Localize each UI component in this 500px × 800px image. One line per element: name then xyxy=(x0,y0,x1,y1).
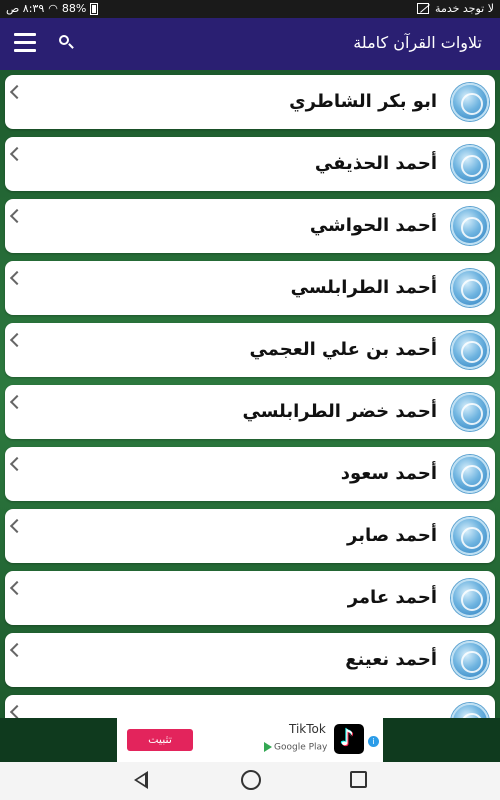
ad-banner[interactable] xyxy=(117,718,383,762)
page-title: تلاوات القرآن كاملة xyxy=(353,33,482,52)
chevron-left-icon xyxy=(10,147,24,161)
chevron-left-icon xyxy=(10,705,24,718)
chevron-left-icon xyxy=(10,643,24,657)
ad-store-name xyxy=(264,742,327,753)
status-left xyxy=(6,2,98,15)
chevron-left-icon xyxy=(10,395,24,409)
quran-icon xyxy=(451,641,489,679)
reciter-name: أحمد الحواشي xyxy=(309,215,437,236)
app-bar xyxy=(0,18,500,70)
chevron-left-icon xyxy=(10,271,24,285)
reciter-name: أحمد خضر الطرابلسي xyxy=(242,401,437,422)
quran-icon xyxy=(451,517,489,555)
quran-icon xyxy=(451,83,489,121)
list-item[interactable] xyxy=(5,137,495,191)
list-item[interactable] xyxy=(5,199,495,253)
list-item[interactable] xyxy=(5,75,495,129)
reciter-name: أحمد بن علي العجمي xyxy=(249,339,437,360)
reciter-name: ابو بكر الشاطري xyxy=(289,91,437,112)
chevron-left-icon xyxy=(10,209,24,223)
ad-area xyxy=(0,718,500,762)
reciter-name: أحمد الحذيفي xyxy=(314,153,437,174)
quran-icon xyxy=(451,145,489,183)
navigation-bar xyxy=(0,762,500,800)
hamburger-menu-icon[interactable] xyxy=(14,33,36,53)
list-item[interactable] xyxy=(5,323,495,377)
quran-icon xyxy=(451,331,489,369)
quran-icon xyxy=(451,703,489,718)
status-time: ٨:٣٩ ص xyxy=(6,2,45,15)
list-item[interactable] xyxy=(5,695,495,718)
ad-app-name: TikTok xyxy=(289,722,326,736)
search-icon[interactable] xyxy=(57,33,77,53)
status-right xyxy=(417,2,494,15)
reciter-name: أحمد سعود xyxy=(340,463,437,484)
list-item[interactable] xyxy=(5,571,495,625)
reciter-list xyxy=(0,70,500,718)
reciter-name: أحمد نعينع xyxy=(345,649,437,670)
ad-info-icon[interactable]: i xyxy=(368,736,379,747)
list-item[interactable] xyxy=(5,633,495,687)
google-play-icon xyxy=(264,742,272,752)
list-item[interactable] xyxy=(5,509,495,563)
reciter-name: أحمد صابر xyxy=(347,525,437,546)
home-icon[interactable] xyxy=(241,770,261,790)
wifi-icon: ◠ xyxy=(48,2,58,15)
reciter-name: أحمد عامر xyxy=(347,587,437,608)
list-item[interactable] xyxy=(5,385,495,439)
chevron-left-icon xyxy=(10,519,24,533)
chevron-left-icon xyxy=(10,333,24,347)
back-icon[interactable] xyxy=(134,771,152,789)
chevron-left-icon xyxy=(10,581,24,595)
no-sim-icon xyxy=(417,3,429,14)
carrier-text: لا توجد خدمة xyxy=(435,2,494,15)
chevron-left-icon xyxy=(10,85,24,99)
quran-icon xyxy=(451,579,489,617)
recent-apps-icon[interactable] xyxy=(350,771,367,788)
quran-icon xyxy=(451,393,489,431)
ad-install-button[interactable]: تثبيت xyxy=(127,729,193,751)
list-item[interactable] xyxy=(5,447,495,501)
quran-icon xyxy=(451,207,489,245)
chevron-left-icon xyxy=(10,457,24,471)
ad-store-label: Google Play xyxy=(274,742,328,753)
battery-icon xyxy=(90,3,98,15)
quran-icon xyxy=(451,455,489,493)
quran-icon xyxy=(451,269,489,307)
tiktok-logo-icon xyxy=(334,724,364,754)
battery-text: 88% xyxy=(61,2,87,15)
reciter-name: أحمد الطرابلسي xyxy=(290,277,437,298)
list-item[interactable] xyxy=(5,261,495,315)
status-bar xyxy=(0,0,500,18)
